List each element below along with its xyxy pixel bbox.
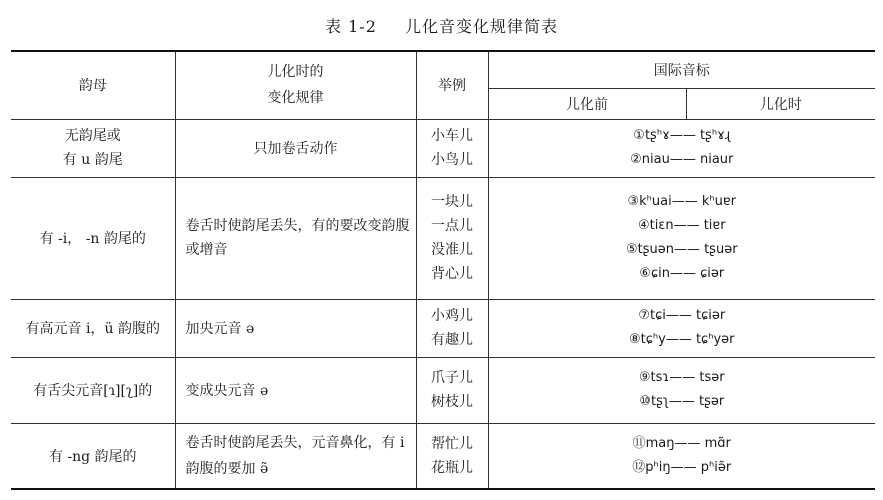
final-category: 有舌尖元音[ɿ][ʅ]的 <box>11 357 175 423</box>
ipa-cell <box>488 357 875 423</box>
rule-text: 变成央元音 ə <box>175 357 416 423</box>
rule-text: 只加卷舌动作 <box>175 119 416 177</box>
final-category: 有高元音 i，ü 韵腹的 <box>11 299 175 357</box>
header-example: 举例 <box>416 51 488 119</box>
example-word: 小鸡儿 <box>431 308 473 324</box>
final-category <box>11 119 175 177</box>
example-word: 帮忙儿 <box>431 435 473 452</box>
erhua-rules-table <box>11 50 875 490</box>
example-word: 一块儿 <box>431 194 473 210</box>
ipa-transcription: ⑫pʰiŋ—— pʰiə̃r <box>632 459 732 475</box>
header-rule-line1: 儿化时的 <box>267 64 324 81</box>
example-cell <box>416 299 488 357</box>
table-caption <box>0 14 883 37</box>
example-word: 花瓶儿 <box>431 459 473 476</box>
example-cell <box>416 119 488 177</box>
category-line: 有 u 韵尾 <box>62 152 123 168</box>
header-ipa: 国际音标 <box>488 51 875 88</box>
header-final: 韵母 <box>11 51 175 119</box>
ipa-transcription: ③kʰuai—— kʰuɐr <box>627 194 737 209</box>
category-line: 无韵尾或 <box>64 128 121 144</box>
header-rule <box>175 51 416 119</box>
table-row <box>11 119 875 177</box>
example-word: 小车儿 <box>431 128 473 144</box>
example-word: 小鸟儿 <box>431 152 473 168</box>
ipa-transcription: ⑦tɕi—— tɕiər <box>638 308 726 323</box>
ipa-transcription: ⑤tʂuən—— tʂuər <box>625 242 738 257</box>
ipa-cell <box>488 177 875 299</box>
ipa-transcription: ②niau—— niaur <box>630 152 734 167</box>
example-word: 一点儿 <box>431 218 473 234</box>
header-rule-line2: 变化规律 <box>267 90 324 107</box>
ipa-transcription: ⑧tɕʰy—— tɕʰyər <box>628 332 735 347</box>
table-row <box>11 299 875 357</box>
ipa-transcription: ①tʂʰɤ—— tʂʰɤɻ <box>633 128 731 143</box>
rule-text: 加央元音 ə <box>175 299 416 357</box>
table-title: 儿化音变化规律简表 <box>404 17 558 36</box>
example-cell <box>416 423 488 489</box>
example-word: 树枝儿 <box>431 394 473 410</box>
rule-text: 卷舌时使韵尾丢失，元音鼻化，有 i 韵腹的要加 ə̃ <box>175 423 416 489</box>
example-word: 没准儿 <box>431 242 473 258</box>
ipa-transcription: ④tiɛn—— tiɐr <box>637 218 726 233</box>
ipa-cell <box>488 119 875 177</box>
table-number: 表 1-2 <box>325 17 377 36</box>
ipa-transcription: ⑨tsɿ—— tsər <box>638 370 725 385</box>
final-category: 有 -i， -n 韵尾的 <box>11 177 175 299</box>
rule-text: 卷舌时使韵尾丢失，有的要改变韵腹或增音 <box>175 177 416 299</box>
example-cell <box>416 357 488 423</box>
ipa-transcription: ⑥ɕin—— ɕiər <box>639 266 725 281</box>
header-before: 儿化前 <box>488 88 686 119</box>
example-word: 背心儿 <box>431 266 473 282</box>
example-word: 有趣儿 <box>431 332 473 348</box>
ipa-transcription: ⑩tʂʅ—— tʂər <box>639 394 725 409</box>
table-row <box>11 423 875 489</box>
table-row <box>11 177 875 299</box>
example-word: 爪子儿 <box>431 370 473 386</box>
ipa-transcription: ⑪maŋ—— mɑ̃r <box>632 435 731 451</box>
table-row <box>11 357 875 423</box>
ipa-cell <box>488 423 875 489</box>
ipa-cell <box>488 299 875 357</box>
final-category: 有 -ng 韵尾的 <box>11 423 175 489</box>
header-after: 儿化时 <box>686 88 875 119</box>
example-cell <box>416 177 488 299</box>
